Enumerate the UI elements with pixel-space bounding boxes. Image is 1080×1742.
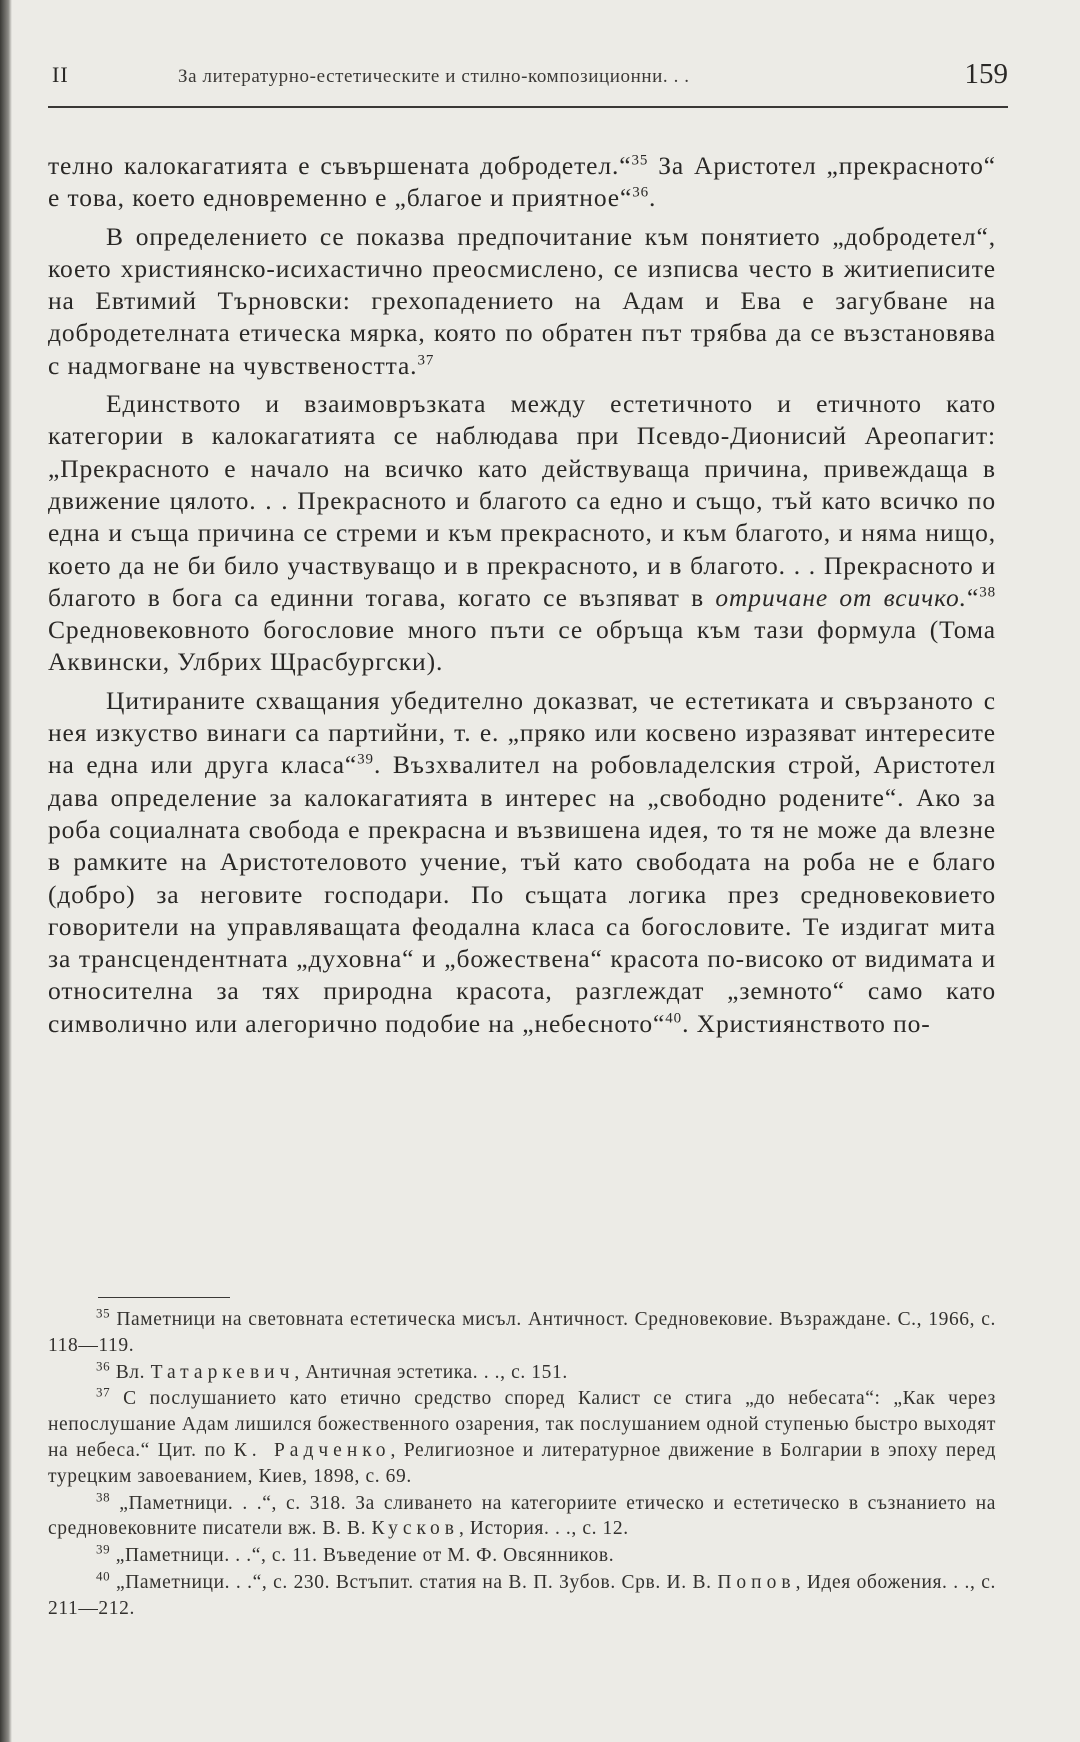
italic-quote: отричане от всичко. [715,582,967,612]
footnote-ref-37[interactable]: 37 [417,352,435,369]
footnote-ref-40[interactable]: 40 [665,1010,683,1027]
footnote-ref-35[interactable]: 35 [631,152,649,169]
header-rule [48,106,1008,108]
footnote-36: $^{36}$ Вл. Татаркевич, Античная эстетика. . ., с. 151. [96,1358,568,1383]
running-header [48,56,1008,100]
book-page [48,0,1008,1742]
author-name: Татаркевич [150,1361,295,1383]
footnotes [48,1307,996,1622]
footnote-ref-38[interactable]: 38 [979,584,996,601]
footnote-35: $^{35}$ Паметници на световната естетическа мисъл. Античност. Средновековие. Възраждане. С., 1966, с. 118—119. [48,1305,996,1356]
footnote-ref-39[interactable]: 39 [357,751,374,768]
page-number: 159 [964,58,1008,90]
footnote-37: $^{37}$ С послушанието като етично средство според Калист се стига „до небесата“: „Как через непослушание Адам лишился божественного озарения, так послушанием одной ступенью быстро выходят на небеса.“ Цит. по К. Радченко, Религиозное и литературное движение в Болгарии в эпоху перед турецким завоеванием, Киев, 1898, с. 69. [48,1384,997,1487]
paragraph-2: В определението се показва предпочитание към понятието „добродетел“, което християнско-исихастично преосмислено, се изписва често в житиеписите на Евтимий Търновски: грехопадението на Адам и Ева е загубване на добродетелната етическа мярка, която по обратен път трябва да се възстановява с надмогване на чувствеността.$^{37}$ [48,221,996,380]
book-spine-shadow [0,0,12,1742]
author-name: Кусков [371,1518,459,1540]
footnote-38: $^{38}$ „Паметници. . .“, с. 318. За сливането на категориите етическо и естетическо в съзнанието на средновековните писатели вж. В. В. Кусков, История. . ., с. 12. [48,1489,996,1540]
footnote-39: $^{39}$ „Паметници. . .“, с. 11. Въведение от М. Ф. Овсянников. [96,1541,615,1567]
footnote-40: $^{40}$ „Паметници. . .“, с. 230. Встъпит. статия на В. П. Зубов. Срв. И. В. Попов, Идея обожения. . ., с. 211—212. [48,1568,996,1619]
author-name: Попов [717,1571,796,1593]
main-text [48,150,996,1040]
footnote-ref-36[interactable]: 36 [632,184,650,201]
paragraph-4: Цитираните схващания убедително доказват, че естетиката и свързаното с нея изкуство винаги са партийни, т. е. „пряко или косвено изразяват интересите на една или друга класа“$^{39}$. Възхвалител на робовладелския строй, Аристотел дава определение за калокагатията в интерес на „свободно родените“. Ако за роба социалната свобода е прекрасна и възвишена идея, то тя не може да влезне в рамките на Аристотеловото учение, тъй като свободата на роба не е благо (добро) за неговите господари. По същата логика през средновековието говорители на управляващата феодална класа са богословите. Те издигат мита за трансцендентната „духовна“ и „божествена“ красота по-високо от видимата и относителна за тях природна красота, разглеждат „земното“ само като символично или алегорично подобие на „небесното“$^{40}$. Християнството по- [48,685,996,1038]
paragraph-3: Единството и взаимовръзката между естетичното и етичното като категории в калокагатията се наблюдава при Псевдо-Дионисий Ареопагит: „Прекрасното е начало на всичко като действуваща причина, привеждаща в движение цялото. . . Прекрасното и благото са едно и също, тъй като всичко по една и съща причина се стреми и към прекрасното, и към благото, и няма нищо, което да не би било участвуващо и в прекрасното, и в благото. . . Прекрасното и благото в бога са единни тогава, когато се възпяват в отричане от всичко.“$^{38}$ Средновековното богословие много пъти се обръща към тази формула (Тома Аквински, Улбрих Щрасбургски). [48,389,996,677]
footnote-separator [98,1297,230,1298]
section-number: II [52,62,69,87]
paragraph-1: телно калокагатията е съвършената добродетел.“$^{35}$ За Аристотел „прекрасното“ е това, което едновременно е „благое и приятное“$^{36}$. [48,151,996,213]
running-title: За литературно-естетическите и стилно-композиционни. . . [178,66,690,87]
author-name: К. Радченко [233,1439,391,1461]
